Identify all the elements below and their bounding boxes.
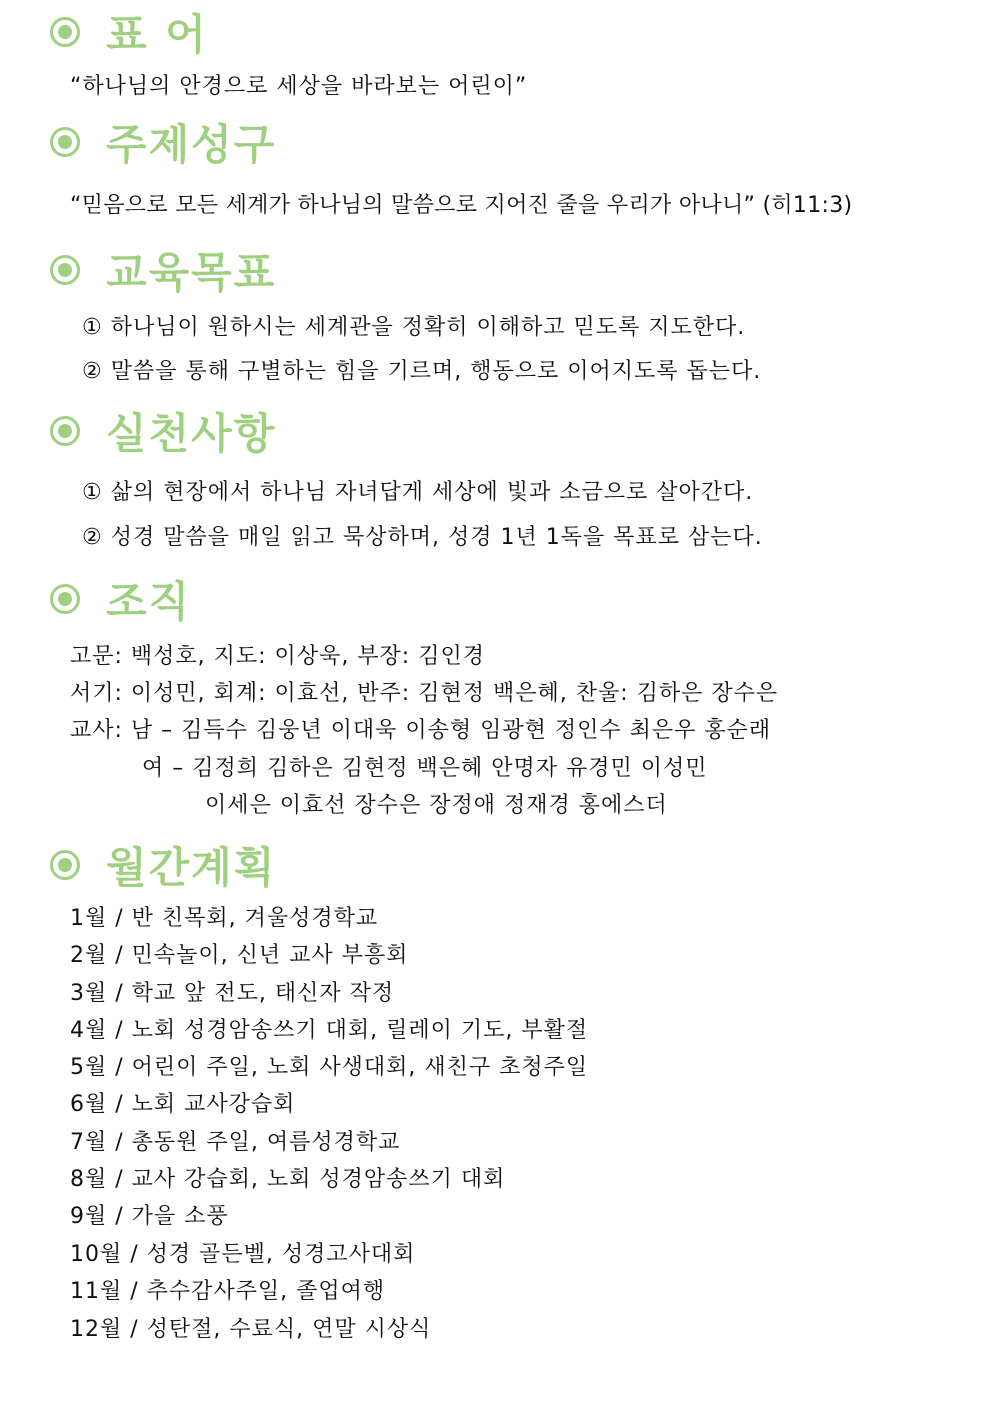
section-title-monthly-plan: 월간계획 — [106, 843, 277, 892]
section-title-practices: 실천사항 — [106, 409, 277, 458]
education-goal-item: ① 하나님이 원하시는 세계관을 정확히 이해하고 믿도록 지도한다. — [82, 315, 746, 340]
organization-line: 고문: 백성호, 지도: 이상욱, 부장: 김인경 — [70, 644, 485, 669]
practice-item: ① 삶의 현장에서 하나님 자녀답게 세상에 빛과 소금으로 살아간다. — [82, 480, 754, 505]
monthly-plan-item: 3월 / 학교 앞 전도, 태신자 작정 — [70, 981, 395, 1006]
monthly-plan-item: 10월 / 성경 골든벨, 성경고사대회 — [70, 1242, 416, 1267]
monthly-plan-item: 9월 / 가을 소풍 — [70, 1204, 229, 1229]
monthly-plan-item: 6월 / 노회 교사강습회 — [70, 1092, 296, 1117]
section-title-theme-verse: 주제성구 — [106, 120, 277, 169]
organization-line: 여 – 김정희 김하은 김현정 백은혜 안명자 유경민 이성민 — [142, 756, 708, 781]
education-goal-item: ② 말씀을 통해 구별하는 힘을 기르며, 행동으로 이어지도록 돕는다. — [82, 359, 762, 384]
section-title-slogan: 표 어 — [106, 10, 208, 59]
organization-line: 서기: 이성민, 회계: 이효선, 반주: 김현정 백은혜, 찬울: 김하은 장수은 — [70, 681, 779, 706]
slogan-text: “하나님의 안경으로 세상을 바라보는 어린이” — [70, 74, 528, 99]
organization-line: 교사: 남 – 김득수 김웅년 이대욱 이송형 임광현 정인수 최은우 홍순래 — [70, 718, 772, 743]
bullet-circle-icon — [50, 584, 80, 614]
monthly-plan-item: 8월 / 교사 강습회, 노회 성경암송쓰기 대회 — [70, 1167, 506, 1192]
section-header-monthly-plan — [50, 837, 276, 893]
bullet-circle-icon — [50, 127, 80, 157]
section-header-slogan — [50, 4, 208, 60]
section-title-education-goals: 교육목표 — [106, 248, 277, 297]
bullet-circle-icon — [50, 850, 80, 880]
section-header-theme-verse — [50, 114, 276, 170]
monthly-plan-item: 2월 / 민속놀이, 신년 교사 부흥회 — [70, 943, 409, 968]
monthly-plan-item: 4월 / 노회 성경암송쓰기 대회, 릴레이 기도, 부활절 — [70, 1018, 589, 1043]
section-title-organization: 조직 — [106, 577, 192, 626]
bullet-circle-icon — [50, 17, 80, 47]
bullet-circle-icon — [50, 416, 80, 446]
section-header-organization — [50, 571, 191, 627]
organization-line: 이세은 이효선 장수은 장정애 정재경 홍에스더 — [205, 793, 668, 818]
monthly-plan-item: 12월 / 성탄절, 수료식, 연말 시상식 — [70, 1317, 432, 1342]
section-header-education-goals — [50, 242, 276, 298]
monthly-plan-item: 5월 / 어린이 주일, 노회 사생대회, 새친구 초청주일 — [70, 1055, 589, 1080]
bullet-circle-icon — [50, 255, 80, 285]
monthly-plan-item: 7월 / 총동원 주일, 여름성경학교 — [70, 1130, 401, 1155]
section-header-practices — [50, 403, 276, 459]
practice-item: ② 성경 말씀을 매일 읽고 묵상하며, 성경 1년 1독을 목표로 삼는다. — [82, 525, 763, 550]
monthly-plan-item: 1월 / 반 친목회, 겨울성경학교 — [70, 906, 379, 931]
monthly-plan-item: 11월 / 추수감사주일, 졸업여행 — [70, 1279, 386, 1304]
theme-verse-text: “믿음으로 모든 세계가 하나님의 말씀으로 지어진 줄을 우리가 아나니” (히11:3) — [70, 193, 853, 218]
